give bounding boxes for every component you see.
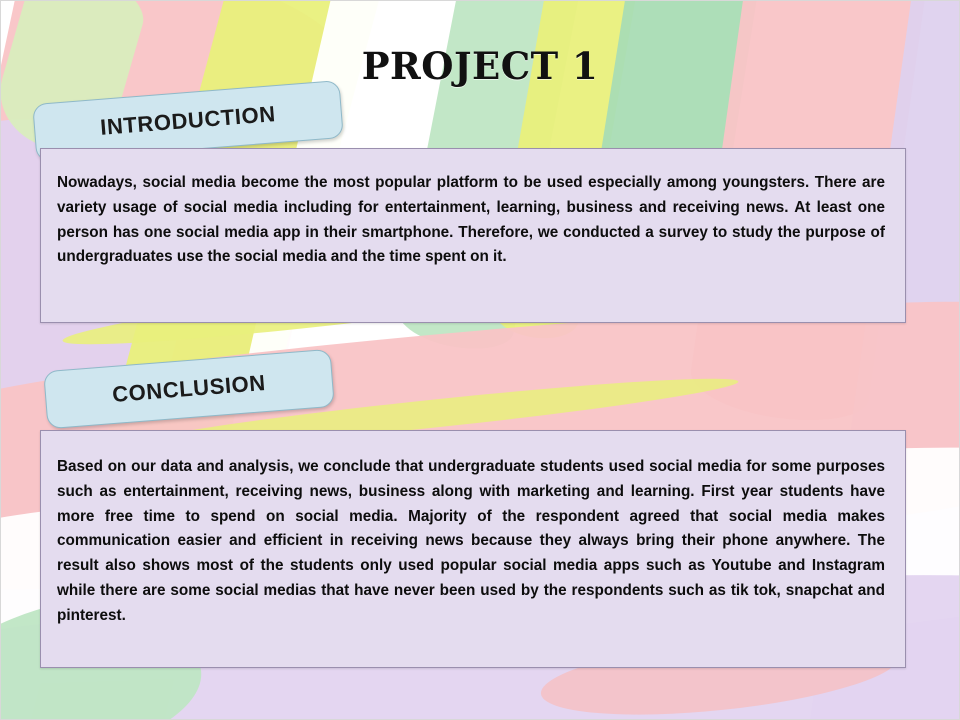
section-heading-introduction-label: INTRODUCTION — [99, 101, 277, 140]
slide-title: PROJECT 1 — [361, 44, 599, 88]
conclusion-body-text: Based on our data and analysis, we conclude that undergraduate students used social media for some purposes such as entertainment, receiving news, business along with marketing and learning. First year students have more free time to spend on social media. Majority of the respondent agreed that social media makes communication easier and efficient in receiving news because they always bring their phone anywhere. The result also shows most of the students only used popular social media apps such as Youtube and Instagram while there are some social medias that have never been used by the respondents such as tik tok, snapchat and pinterest. — [57, 458, 885, 624]
introduction-text-panel — [40, 148, 906, 323]
section-heading-conclusion-label: CONCLUSION — [111, 370, 267, 408]
conclusion-text-panel — [40, 430, 906, 668]
introduction-body-text: Nowadays, social media become the most popular platform to be used especially among youngsters. There are variety usage of social media including for entertainment, learning, business and receiving news. At least one person has one social media app in their smartphone. Therefore, we conducted a survey to study the purpose of undergraduates use the social media and the time spent on it. — [57, 174, 885, 266]
